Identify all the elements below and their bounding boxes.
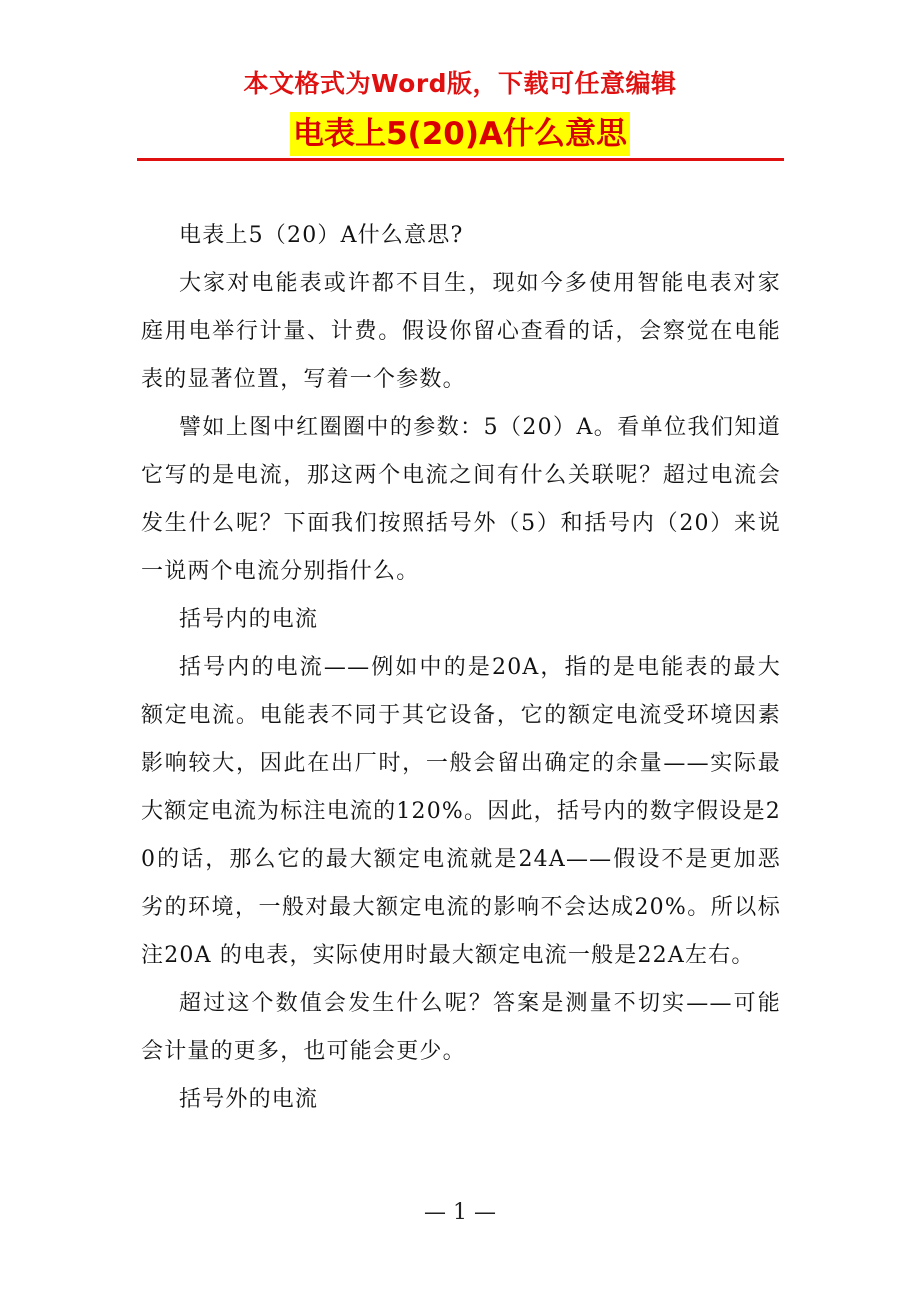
page-number: — 1 — xyxy=(424,1200,496,1225)
body-paragraph: 超过这个数值会发生什么呢？答案是测量不切实——可能会计量的更多，也可能会更少。 xyxy=(141,991,781,1064)
section-heading: 括号内的电流 xyxy=(179,607,319,632)
body-paragraph: 大家对电能表或许都不目生，现如今多使用智能电表对家庭用电举行计量、计费。假设你留心查看的话，会察觉在电能表的显著位置，写着一个参数。 xyxy=(141,271,781,392)
document-body xyxy=(141,212,781,1124)
section-heading: 括号外的电流 xyxy=(179,1087,319,1112)
body-paragraph: 譬如上图中红圈圈中的参数：5（20）A。看单位我们知道它写的是电流，那这两个电流之间有什么关联呢？超过电流会发生什么呢？下面我们按照括号外（5）和括号内（20）来说一说两个电流分别指什么。 xyxy=(141,415,781,584)
title-divider xyxy=(137,158,784,161)
body-paragraph: 括号内的电流——例如中的是20A，指的是电能表的最大额定电流。电能表不同于其它设备，它的额定电流受环境因素影响较大，因此在出厂时，一般会留出确定的余量——实际最大额定电流为标注电流的120%。因此，括号内的数字假设是20的话，那么它的最大额定电流就是24A——假设不是更加恶劣的环境，一般对最大额定电流的影响不会达成20%。所以标注20A 的电表，实际使用时最大额定电流一般是22A左右。 xyxy=(141,655,781,968)
document-title: 电表上5(20)A什么意思 xyxy=(290,112,630,156)
body-paragraph: 电表上5（20）A什么意思? xyxy=(179,223,464,248)
download-notice-banner: 本文格式为Word版，下载可任意编辑 xyxy=(243,69,677,98)
title-container xyxy=(0,112,920,156)
